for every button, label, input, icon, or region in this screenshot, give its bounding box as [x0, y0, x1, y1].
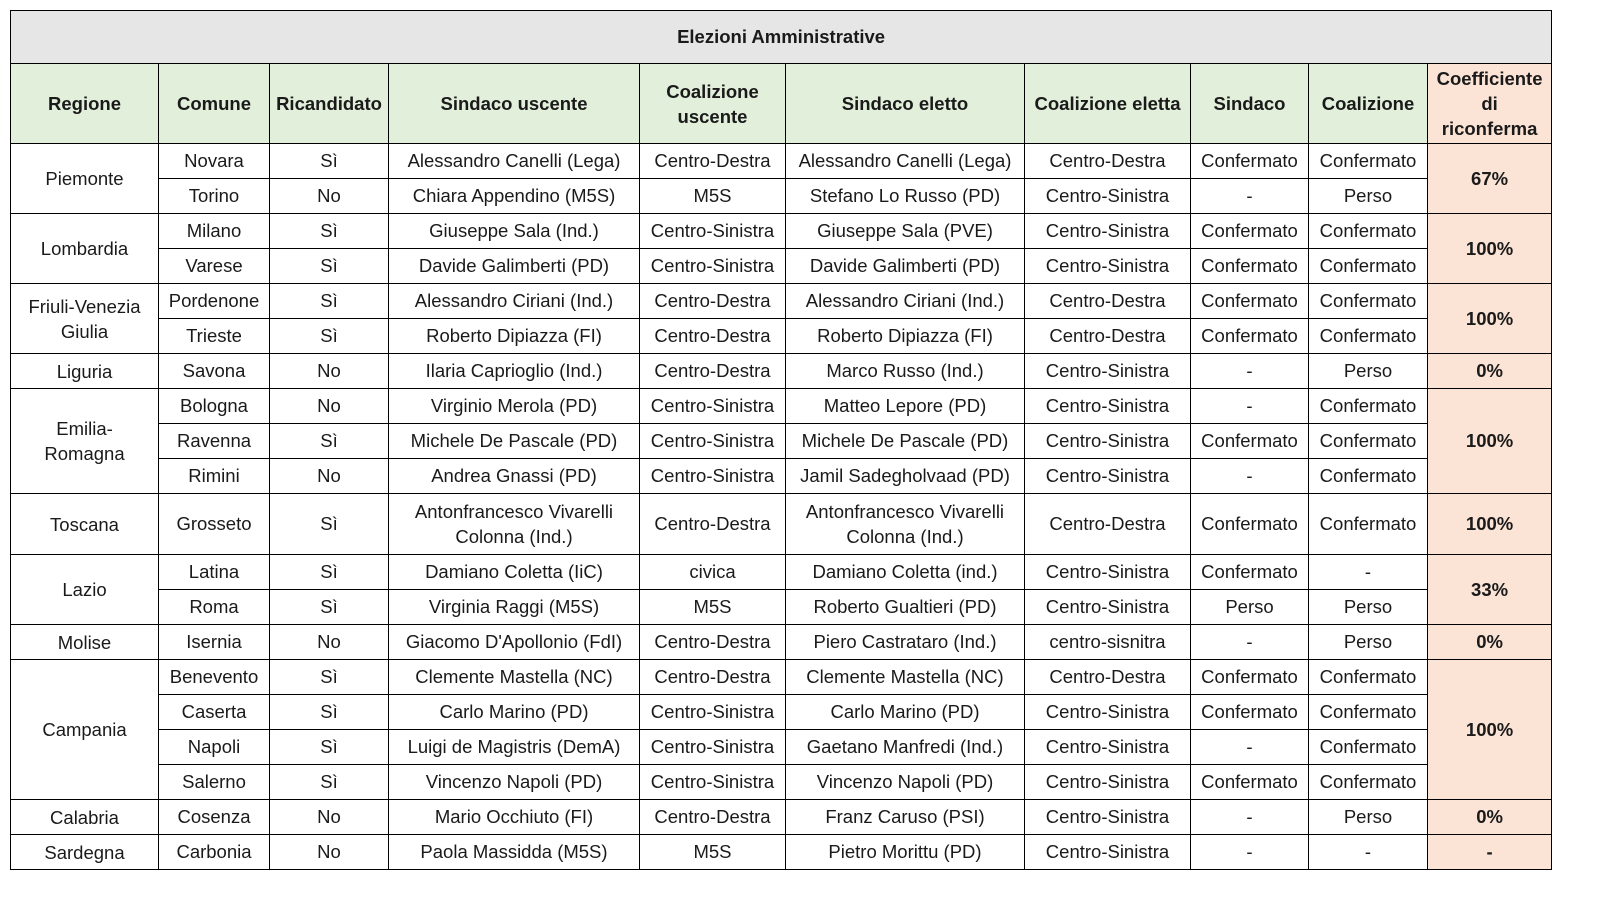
coalizione-status-cell: Confermato	[1309, 424, 1428, 459]
table-row	[11, 249, 1552, 284]
table-row	[11, 730, 1552, 765]
sindaco-uscente-line: Andrea Gnassi (PD)	[431, 465, 597, 486]
header-row	[11, 64, 1552, 144]
ricandidato-cell: Sì	[270, 590, 389, 625]
comune-cell: Caserta	[159, 695, 270, 730]
comune-cell: Cosenza	[159, 800, 270, 835]
coalizione-uscente-cell: M5S	[640, 590, 786, 625]
coalizione-uscente-cell: Centro-Sinistra	[640, 249, 786, 284]
table-row	[11, 765, 1552, 800]
ricandidato-cell: No	[270, 625, 389, 660]
table-row	[11, 424, 1552, 459]
regione-cell	[11, 389, 159, 494]
ricandidato-cell: Sì	[270, 695, 389, 730]
coalizione-eletta-cell: Centro-Sinistra	[1025, 590, 1191, 625]
regione-label: Liguria	[56, 360, 113, 382]
coalizione-uscente-cell: Centro-Destra	[640, 660, 786, 695]
sindaco-eletto-cell	[786, 284, 1025, 319]
sindaco-uscente-cell	[389, 214, 640, 249]
sindaco-eletto-cell	[786, 800, 1025, 835]
sindaco-eletto-cell	[786, 179, 1025, 214]
coefficiente-cell: 67%	[1428, 144, 1552, 214]
sindaco-status-cell: Confermato	[1191, 695, 1309, 730]
sindaco-uscente-cell	[389, 424, 640, 459]
coalizione-status-cell: Confermato	[1309, 459, 1428, 494]
coalizione-uscente-cell: Centro-Sinistra	[640, 695, 786, 730]
sindaco-status-cell: -	[1191, 835, 1309, 870]
table-row	[11, 389, 1552, 424]
sindaco-uscente-cell	[389, 179, 640, 214]
sindaco-eletto-cell	[786, 459, 1025, 494]
sindaco-uscente-line: Carlo Marino (PD)	[439, 701, 589, 722]
coalizione-eletta-cell: Centro-Destra	[1025, 144, 1191, 179]
table-row	[11, 590, 1552, 625]
sindaco-uscente-line: Virginio Merola (PD)	[430, 395, 598, 416]
sindaco-eletto-cell	[786, 249, 1025, 284]
coalizione-status-cell: Confermato	[1309, 765, 1428, 800]
sindaco-uscente-line: Ilaria Caprioglio (Ind.)	[425, 360, 603, 381]
regione-cell	[11, 800, 159, 835]
sindaco-eletto-line: Roberto Dipiazza (FI)	[817, 325, 993, 346]
coefficiente-cell: 100%	[1428, 660, 1552, 800]
coalizione-eletta-cell: Centro-Sinistra	[1025, 800, 1191, 835]
sindaco-uscente-line: Alessandro Canelli (Lega)	[407, 150, 621, 171]
regione-label: Friuli-Venezia	[28, 295, 141, 317]
sindaco-eletto-cell	[786, 660, 1025, 695]
regione-cell	[11, 284, 159, 354]
regione-label: Romagna	[44, 443, 125, 464]
coalizione-status-cell: Confermato	[1309, 284, 1428, 319]
sindaco-uscente-line: Virginia Raggi (M5S)	[428, 596, 600, 617]
sindaco-eletto-line: Antonfrancesco Vivarelli	[805, 501, 1005, 522]
table-row	[11, 214, 1552, 249]
coalizione-status-cell: Confermato	[1309, 389, 1428, 424]
sindaco-eletto-line: Damiano Coletta (ind.)	[812, 561, 998, 582]
sindaco-uscente-cell	[389, 459, 640, 494]
coalizione-status-cell: Confermato	[1309, 144, 1428, 179]
coalizione-status-cell: Perso	[1309, 625, 1428, 660]
sindaco-eletto-line: Matteo Lepore (PD)	[823, 395, 987, 416]
coefficiente-cell: 100%	[1428, 494, 1552, 555]
sindaco-eletto-cell	[786, 590, 1025, 625]
table-row	[11, 695, 1552, 730]
comune-cell: Rimini	[159, 459, 270, 494]
sindaco-uscente-cell	[389, 625, 640, 660]
sindaco-status-cell: -	[1191, 800, 1309, 835]
sindaco-eletto-cell	[786, 389, 1025, 424]
coalizione-uscente-cell: Centro-Destra	[640, 354, 786, 389]
comune-cell: Pordenone	[159, 284, 270, 319]
sindaco-eletto-line: Jamil Sadegholvaad (PD)	[800, 465, 1010, 486]
header-coefficiente-line2: di riconferma	[1441, 93, 1538, 139]
ricandidato-cell: Sì	[270, 214, 389, 249]
sindaco-eletto-line: Franz Caruso (PSI)	[825, 806, 985, 827]
sindaco-uscente-line: Clemente Mastella (NC)	[415, 666, 613, 687]
coalizione-eletta-cell: Centro-Sinistra	[1025, 695, 1191, 730]
comune-cell: Varese	[159, 249, 270, 284]
table-row	[11, 835, 1552, 870]
coalizione-uscente-cell: Centro-Destra	[640, 625, 786, 660]
coalizione-status-cell: Confermato	[1309, 730, 1428, 765]
ricandidato-cell: Sì	[270, 494, 389, 555]
election-table-container	[10, 10, 1552, 870]
coalizione-eletta-cell: Centro-Sinistra	[1025, 459, 1191, 494]
sindaco-eletto-cell	[786, 555, 1025, 590]
ricandidato-cell: Sì	[270, 249, 389, 284]
sindaco-status-cell: Confermato	[1191, 144, 1309, 179]
sindaco-eletto-line: Piero Castrataro (Ind.)	[813, 631, 997, 652]
coalizione-uscente-cell: M5S	[640, 835, 786, 870]
sindaco-eletto-line: Giuseppe Sala (PVE)	[817, 220, 993, 241]
coalizione-status-cell: Confermato	[1309, 494, 1428, 555]
sindaco-uscente-cell	[389, 800, 640, 835]
coalizione-eletta-cell: Centro-Sinistra	[1025, 555, 1191, 590]
sindaco-status-cell: Confermato	[1191, 424, 1309, 459]
coalizione-eletta-cell: Centro-Destra	[1025, 494, 1191, 555]
sindaco-uscente-line: Mario Occhiuto (FI)	[434, 806, 594, 827]
comune-cell: Novara	[159, 144, 270, 179]
coalizione-uscente-cell: M5S	[640, 179, 786, 214]
table-row	[11, 555, 1552, 590]
sindaco-uscente-cell	[389, 765, 640, 800]
sindaco-eletto-line: Marco Russo (Ind.)	[826, 360, 984, 381]
sindaco-uscente-cell	[389, 354, 640, 389]
sindaco-eletto-cell	[786, 319, 1025, 354]
regione-label: Lazio	[62, 579, 107, 600]
comune-cell: Roma	[159, 590, 270, 625]
sindaco-eletto-cell	[786, 354, 1025, 389]
coefficiente-cell: 0%	[1428, 354, 1552, 389]
coalizione-status-cell: Confermato	[1309, 695, 1428, 730]
ricandidato-cell: Sì	[270, 730, 389, 765]
regione-cell	[11, 625, 159, 660]
table-row	[11, 494, 1552, 555]
coalizione-status-cell: Confermato	[1309, 660, 1428, 695]
comune-cell: Napoli	[159, 730, 270, 765]
header-sindaco: Sindaco	[1191, 64, 1309, 144]
sindaco-eletto-line: Colonna (Ind.)	[846, 526, 964, 547]
ricandidato-cell: Sì	[270, 319, 389, 354]
sindaco-uscente-cell	[389, 494, 640, 555]
comune-cell: Isernia	[159, 625, 270, 660]
ricandidato-cell: No	[270, 354, 389, 389]
regione-label: Calabria	[50, 806, 119, 828]
table-row	[11, 354, 1552, 389]
coalizione-uscente-cell: Centro-Destra	[640, 284, 786, 319]
regione-label: Molise	[57, 631, 112, 653]
sindaco-status-cell: -	[1191, 459, 1309, 494]
ricandidato-cell: Sì	[270, 555, 389, 590]
coalizione-eletta-cell: Centro-Sinistra	[1025, 835, 1191, 870]
sindaco-status-cell: Confermato	[1191, 319, 1309, 354]
regione-cell	[11, 660, 159, 800]
ricandidato-cell: No	[270, 389, 389, 424]
sindaco-status-cell: Confermato	[1191, 765, 1309, 800]
table-title: Elezioni Amministrative	[11, 11, 1552, 64]
sindaco-status-cell: Confermato	[1191, 660, 1309, 695]
sindaco-status-cell: Confermato	[1191, 284, 1309, 319]
coalizione-uscente-cell: Centro-Sinistra	[640, 424, 786, 459]
coalizione-status-cell: Perso	[1309, 354, 1428, 389]
regione-label: Toscana	[50, 513, 119, 535]
coalizione-status-cell: Confermato	[1309, 249, 1428, 284]
header-sindaco-eletto: Sindaco eletto	[786, 64, 1025, 144]
sindaco-uscente-cell	[389, 284, 640, 319]
sindaco-status-cell: -	[1191, 625, 1309, 660]
coalizione-status-cell: -	[1309, 835, 1428, 870]
coalizione-eletta-cell: Centro-Sinistra	[1025, 249, 1191, 284]
sindaco-eletto-line: Alessandro Ciriani (Ind.)	[805, 290, 1005, 311]
sindaco-uscente-line: Antonfrancesco Vivarelli	[414, 501, 614, 522]
coalizione-uscente-cell: Centro-Destra	[640, 800, 786, 835]
sindaco-uscente-line: Paola Massidda (M5S)	[420, 841, 608, 862]
ricandidato-cell: Sì	[270, 284, 389, 319]
sindaco-status-cell: Confermato	[1191, 214, 1309, 249]
header-ricandidato: Ricandidato	[270, 64, 389, 144]
sindaco-eletto-line: Carlo Marino (PD)	[830, 701, 980, 722]
coefficiente-cell: 0%	[1428, 800, 1552, 835]
coefficiente-cell: 100%	[1428, 214, 1552, 284]
regione-label: Emilia-	[56, 418, 113, 439]
table-row	[11, 625, 1552, 660]
coalizione-eletta-cell: Centro-Sinistra	[1025, 730, 1191, 765]
comune-cell: Milano	[159, 214, 270, 249]
sindaco-status-cell: Perso	[1191, 590, 1309, 625]
coalizione-eletta-cell: Centro-Sinistra	[1025, 179, 1191, 214]
ricandidato-cell: No	[270, 800, 389, 835]
sindaco-eletto-cell	[786, 695, 1025, 730]
sindaco-uscente-line: Chiara Appendino (M5S)	[412, 185, 616, 206]
sindaco-status-cell: Confermato	[1191, 555, 1309, 590]
comune-cell: Trieste	[159, 319, 270, 354]
coalizione-eletta-cell: Centro-Destra	[1025, 284, 1191, 319]
regione-label: Piemonte	[45, 168, 124, 189]
coalizione-eletta-cell: Centro-Sinistra	[1025, 214, 1191, 249]
table-body	[11, 144, 1552, 870]
coalizione-status-cell: Confermato	[1309, 319, 1428, 354]
regione-cell	[11, 835, 159, 870]
coalizione-eletta-cell: Centro-Sinistra	[1025, 354, 1191, 389]
header-sindaco-uscente: Sindaco uscente	[389, 64, 640, 144]
header-coalizione-eletta: Coalizione eletta	[1025, 64, 1191, 144]
sindaco-eletto-cell	[786, 730, 1025, 765]
coefficiente-cell: 100%	[1428, 284, 1552, 354]
sindaco-eletto-cell	[786, 424, 1025, 459]
header-coefficiente-line1: Coefficiente	[1436, 68, 1543, 89]
header-coalizione-uscente-line1: Coalizione	[666, 80, 759, 102]
sindaco-status-cell: -	[1191, 730, 1309, 765]
sindaco-uscente-line: Giuseppe Sala (Ind.)	[429, 220, 599, 241]
header-comune: Comune	[159, 64, 270, 144]
coalizione-uscente-cell: Centro-Sinistra	[640, 730, 786, 765]
ricandidato-cell: No	[270, 179, 389, 214]
coalizione-eletta-cell: centro-sisnitra	[1025, 625, 1191, 660]
coalizione-status-cell: Confermato	[1309, 214, 1428, 249]
sindaco-status-cell: Confermato	[1191, 494, 1309, 555]
sindaco-eletto-line: Stefano Lo Russo (PD)	[809, 185, 1001, 206]
table-row	[11, 660, 1552, 695]
sindaco-uscente-line: Alessandro Ciriani (Ind.)	[414, 290, 614, 311]
table-row	[11, 179, 1552, 214]
coalizione-status-cell: Perso	[1309, 179, 1428, 214]
ricandidato-cell: Sì	[270, 144, 389, 179]
regione-cell	[11, 214, 159, 284]
coefficiente-cell: 100%	[1428, 389, 1552, 494]
header-coalizione: Coalizione	[1309, 64, 1428, 144]
coalizione-uscente-cell: Centro-Sinistra	[640, 389, 786, 424]
comune-cell: Grosseto	[159, 494, 270, 555]
coalizione-eletta-cell: Centro-Destra	[1025, 319, 1191, 354]
sindaco-eletto-line: Michele De Pascale (PD)	[801, 430, 1009, 451]
table-row	[11, 144, 1552, 179]
coalizione-uscente-cell: Centro-Destra	[640, 144, 786, 179]
coalizione-eletta-cell: Centro-Sinistra	[1025, 765, 1191, 800]
coefficiente-cell: 0%	[1428, 625, 1552, 660]
sindaco-status-cell: Confermato	[1191, 249, 1309, 284]
ricandidato-cell: No	[270, 835, 389, 870]
sindaco-status-cell: -	[1191, 354, 1309, 389]
regione-label: Campania	[42, 719, 127, 740]
comune-cell: Ravenna	[159, 424, 270, 459]
regione-cell	[11, 494, 159, 555]
regione-label: Sardegna	[44, 841, 125, 863]
comune-cell: Salerno	[159, 765, 270, 800]
sindaco-uscente-cell	[389, 835, 640, 870]
sindaco-status-cell: -	[1191, 179, 1309, 214]
table-row	[11, 800, 1552, 835]
comune-cell: Carbonia	[159, 835, 270, 870]
sindaco-eletto-line: Alessandro Canelli (Lega)	[798, 150, 1012, 171]
sindaco-eletto-cell	[786, 144, 1025, 179]
regione-label: Lombardia	[40, 238, 129, 259]
sindaco-uscente-cell	[389, 555, 640, 590]
sindaco-uscente-cell	[389, 389, 640, 424]
sindaco-eletto-cell	[786, 214, 1025, 249]
regione-cell	[11, 144, 159, 214]
sindaco-uscente-line: Luigi de Magistris (DemA)	[407, 736, 621, 757]
sindaco-uscente-line: Vincenzo Napoli (PD)	[425, 771, 603, 792]
comune-cell: Savona	[159, 354, 270, 389]
ricandidato-cell: No	[270, 459, 389, 494]
header-coalizione-uscente	[640, 64, 786, 144]
ricandidato-cell: Sì	[270, 424, 389, 459]
coalizione-status-cell: -	[1309, 555, 1428, 590]
sindaco-uscente-cell	[389, 319, 640, 354]
regione-cell	[11, 354, 159, 389]
header-regione: Regione	[11, 64, 159, 144]
sindaco-uscente-line: Roberto Dipiazza (FI)	[426, 325, 602, 346]
sindaco-eletto-cell	[786, 765, 1025, 800]
sindaco-uscente-line: Davide Galimberti (PD)	[418, 255, 610, 276]
ricandidato-cell: Sì	[270, 660, 389, 695]
coefficiente-cell: -	[1428, 835, 1552, 870]
sindaco-uscente-line: Colonna (Ind.)	[455, 526, 573, 547]
coalizione-eletta-cell: Centro-Sinistra	[1025, 389, 1191, 424]
sindaco-eletto-cell	[786, 835, 1025, 870]
sindaco-uscente-line: Giacomo D'Apollonio (FdI)	[405, 631, 623, 652]
sindaco-status-cell: -	[1191, 389, 1309, 424]
comune-cell: Benevento	[159, 660, 270, 695]
sindaco-uscente-cell	[389, 730, 640, 765]
regione-label: Giulia	[60, 320, 109, 342]
header-coalizione-uscente-line2: uscente	[677, 105, 748, 127]
sindaco-uscente-line: Damiano Coletta (IiC)	[425, 561, 603, 582]
coalizione-eletta-cell: Centro-Destra	[1025, 660, 1191, 695]
sindaco-uscente-cell	[389, 660, 640, 695]
coalizione-status-cell: Perso	[1309, 800, 1428, 835]
table-row	[11, 459, 1552, 494]
sindaco-uscente-cell	[389, 695, 640, 730]
sindaco-eletto-line: Clemente Mastella (NC)	[806, 666, 1004, 687]
sindaco-eletto-line: Roberto Gualtieri (PD)	[813, 596, 997, 617]
ricandidato-cell: Sì	[270, 765, 389, 800]
sindaco-eletto-line: Vincenzo Napoli (PD)	[816, 771, 994, 792]
comune-cell: Torino	[159, 179, 270, 214]
coalizione-status-cell: Perso	[1309, 590, 1428, 625]
coalizione-uscente-cell: Centro-Sinistra	[640, 214, 786, 249]
sindaco-uscente-cell	[389, 590, 640, 625]
coalizione-uscente-cell: Centro-Destra	[640, 494, 786, 555]
comune-cell: Latina	[159, 555, 270, 590]
sindaco-eletto-line: Gaetano Manfredi (Ind.)	[806, 736, 1004, 757]
coalizione-uscente-cell: Centro-Sinistra	[640, 765, 786, 800]
election-table	[10, 10, 1552, 870]
sindaco-uscente-cell	[389, 249, 640, 284]
coalizione-uscente-cell: civica	[640, 555, 786, 590]
coalizione-uscente-cell: Centro-Sinistra	[640, 459, 786, 494]
sindaco-eletto-line: Pietro Morittu (PD)	[828, 841, 982, 862]
coalizione-uscente-cell: Centro-Destra	[640, 319, 786, 354]
table-row	[11, 319, 1552, 354]
regione-cell	[11, 555, 159, 625]
comune-cell: Bologna	[159, 389, 270, 424]
coefficiente-cell: 33%	[1428, 555, 1552, 625]
coalizione-eletta-cell: Centro-Sinistra	[1025, 424, 1191, 459]
sindaco-uscente-cell	[389, 144, 640, 179]
header-coefficiente	[1428, 64, 1552, 144]
sindaco-uscente-line: Michele De Pascale (PD)	[410, 430, 618, 451]
sindaco-eletto-cell	[786, 494, 1025, 555]
sindaco-eletto-line: Davide Galimberti (PD)	[809, 255, 1001, 276]
sindaco-eletto-cell	[786, 625, 1025, 660]
table-row	[11, 284, 1552, 319]
